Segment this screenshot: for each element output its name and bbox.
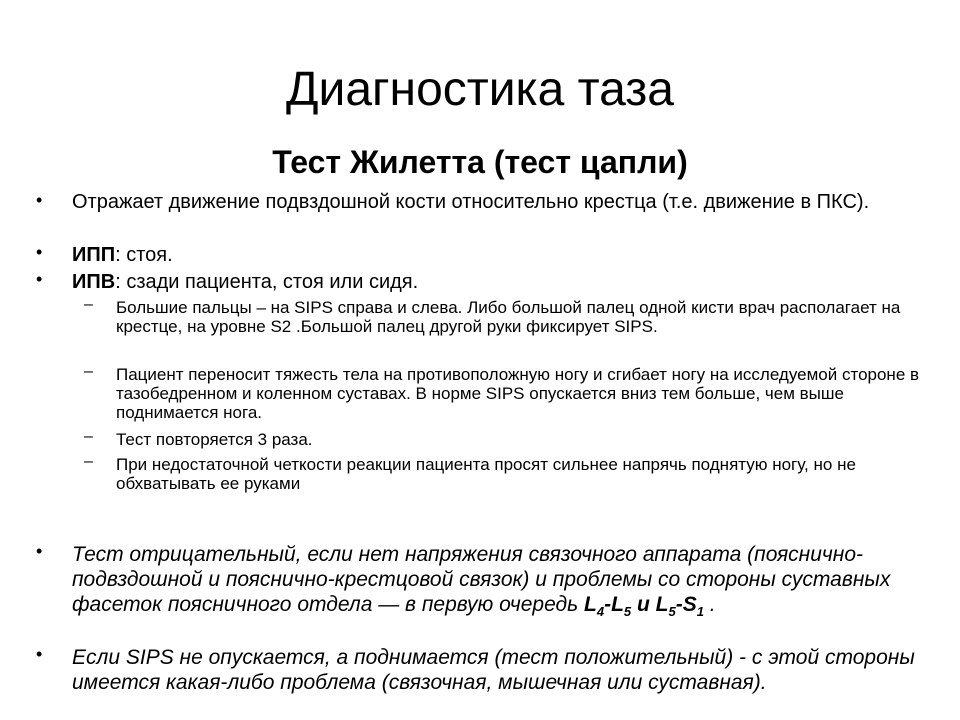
vertebra-l-label: L <box>611 593 624 616</box>
ipv-label: ИПВ <box>72 271 116 293</box>
sub-bullet-unclear: При недостаточной четкости реакции пациента просят сильнее напрячь поднятую ногу, но не обхватывать ее руками <box>116 455 856 493</box>
sub-bullet-marker: – <box>84 453 93 470</box>
bullet-negative-test <box>72 542 932 620</box>
vertebra-l-label: L <box>584 593 597 616</box>
ipv-text: : сзади пациента, стоя или сидя. <box>115 271 419 293</box>
ipp-text: : стоя. <box>115 244 173 266</box>
vertebra-sub: 4 <box>596 604 605 620</box>
vertebra-dash: -S <box>675 593 697 616</box>
vertebra-sub: 1 <box>696 604 704 620</box>
vertebra-l-label: L <box>655 593 669 616</box>
vertebra-sub: 5 <box>623 604 632 620</box>
sub-bullet-thumbs: Большие пальцы – на SIPS справа и слева. Либо большой палец одной кисти врач располагает на крестце, на уровне S2 .Большой палец другой руки фиксирует SIPS. <box>116 298 901 336</box>
bullet-marker: • <box>36 644 43 664</box>
bullet-marker: • <box>36 190 43 210</box>
bullet-marker: • <box>36 541 43 561</box>
bullet-ipp <box>72 244 932 266</box>
vertebra-sub: 5 <box>668 604 676 620</box>
slide-title: Диагностика таза <box>286 63 674 116</box>
slide-subtitle: Тест Жилетта (тест цапли) <box>272 144 688 180</box>
sub-bullet-repeat: Тест повторяется 3 раза. <box>116 430 313 449</box>
negative-test-text: Тест отрицательный, если нет напряжения связочного аппарата (пояснично-подвздошной и пояснично-крестцовой связок) и проблемы со стороны суставных фасеток поясничного отдела — в первую очередь <box>72 543 891 616</box>
bullet-ipv <box>72 271 932 293</box>
ipp-label: ИПП <box>72 244 116 266</box>
bullet-marker: • <box>36 242 43 262</box>
sub-bullet-marker: – <box>84 363 93 380</box>
sub-bullet-weight-shift: Пациент переносит тяжесть тела на противоположную ногу и сгибает ногу на исследуемой стороне в тазобедренном и коленном суставах. В норме SIPS опускается вниз тем больше, чем выше поднимается нога. <box>116 365 920 422</box>
sub-bullet-marker: – <box>84 428 93 445</box>
vertebra-and: и <box>631 593 656 616</box>
negative-test-end: . <box>703 593 716 616</box>
sub-bullet-marker: – <box>84 296 93 313</box>
vertebra-dash: - <box>604 593 612 616</box>
bullet-movement: Отражает движение подвздошной кости относительно крестца (т.е. движение в ПКС). <box>72 191 870 213</box>
bullet-marker: • <box>36 269 43 289</box>
bullet-positive-test: Если SIPS не опускается, а поднимается (тест положительный) - с этой стороны имеется какая-либо проблема (связочная, мышечная или суставная). <box>72 646 915 694</box>
